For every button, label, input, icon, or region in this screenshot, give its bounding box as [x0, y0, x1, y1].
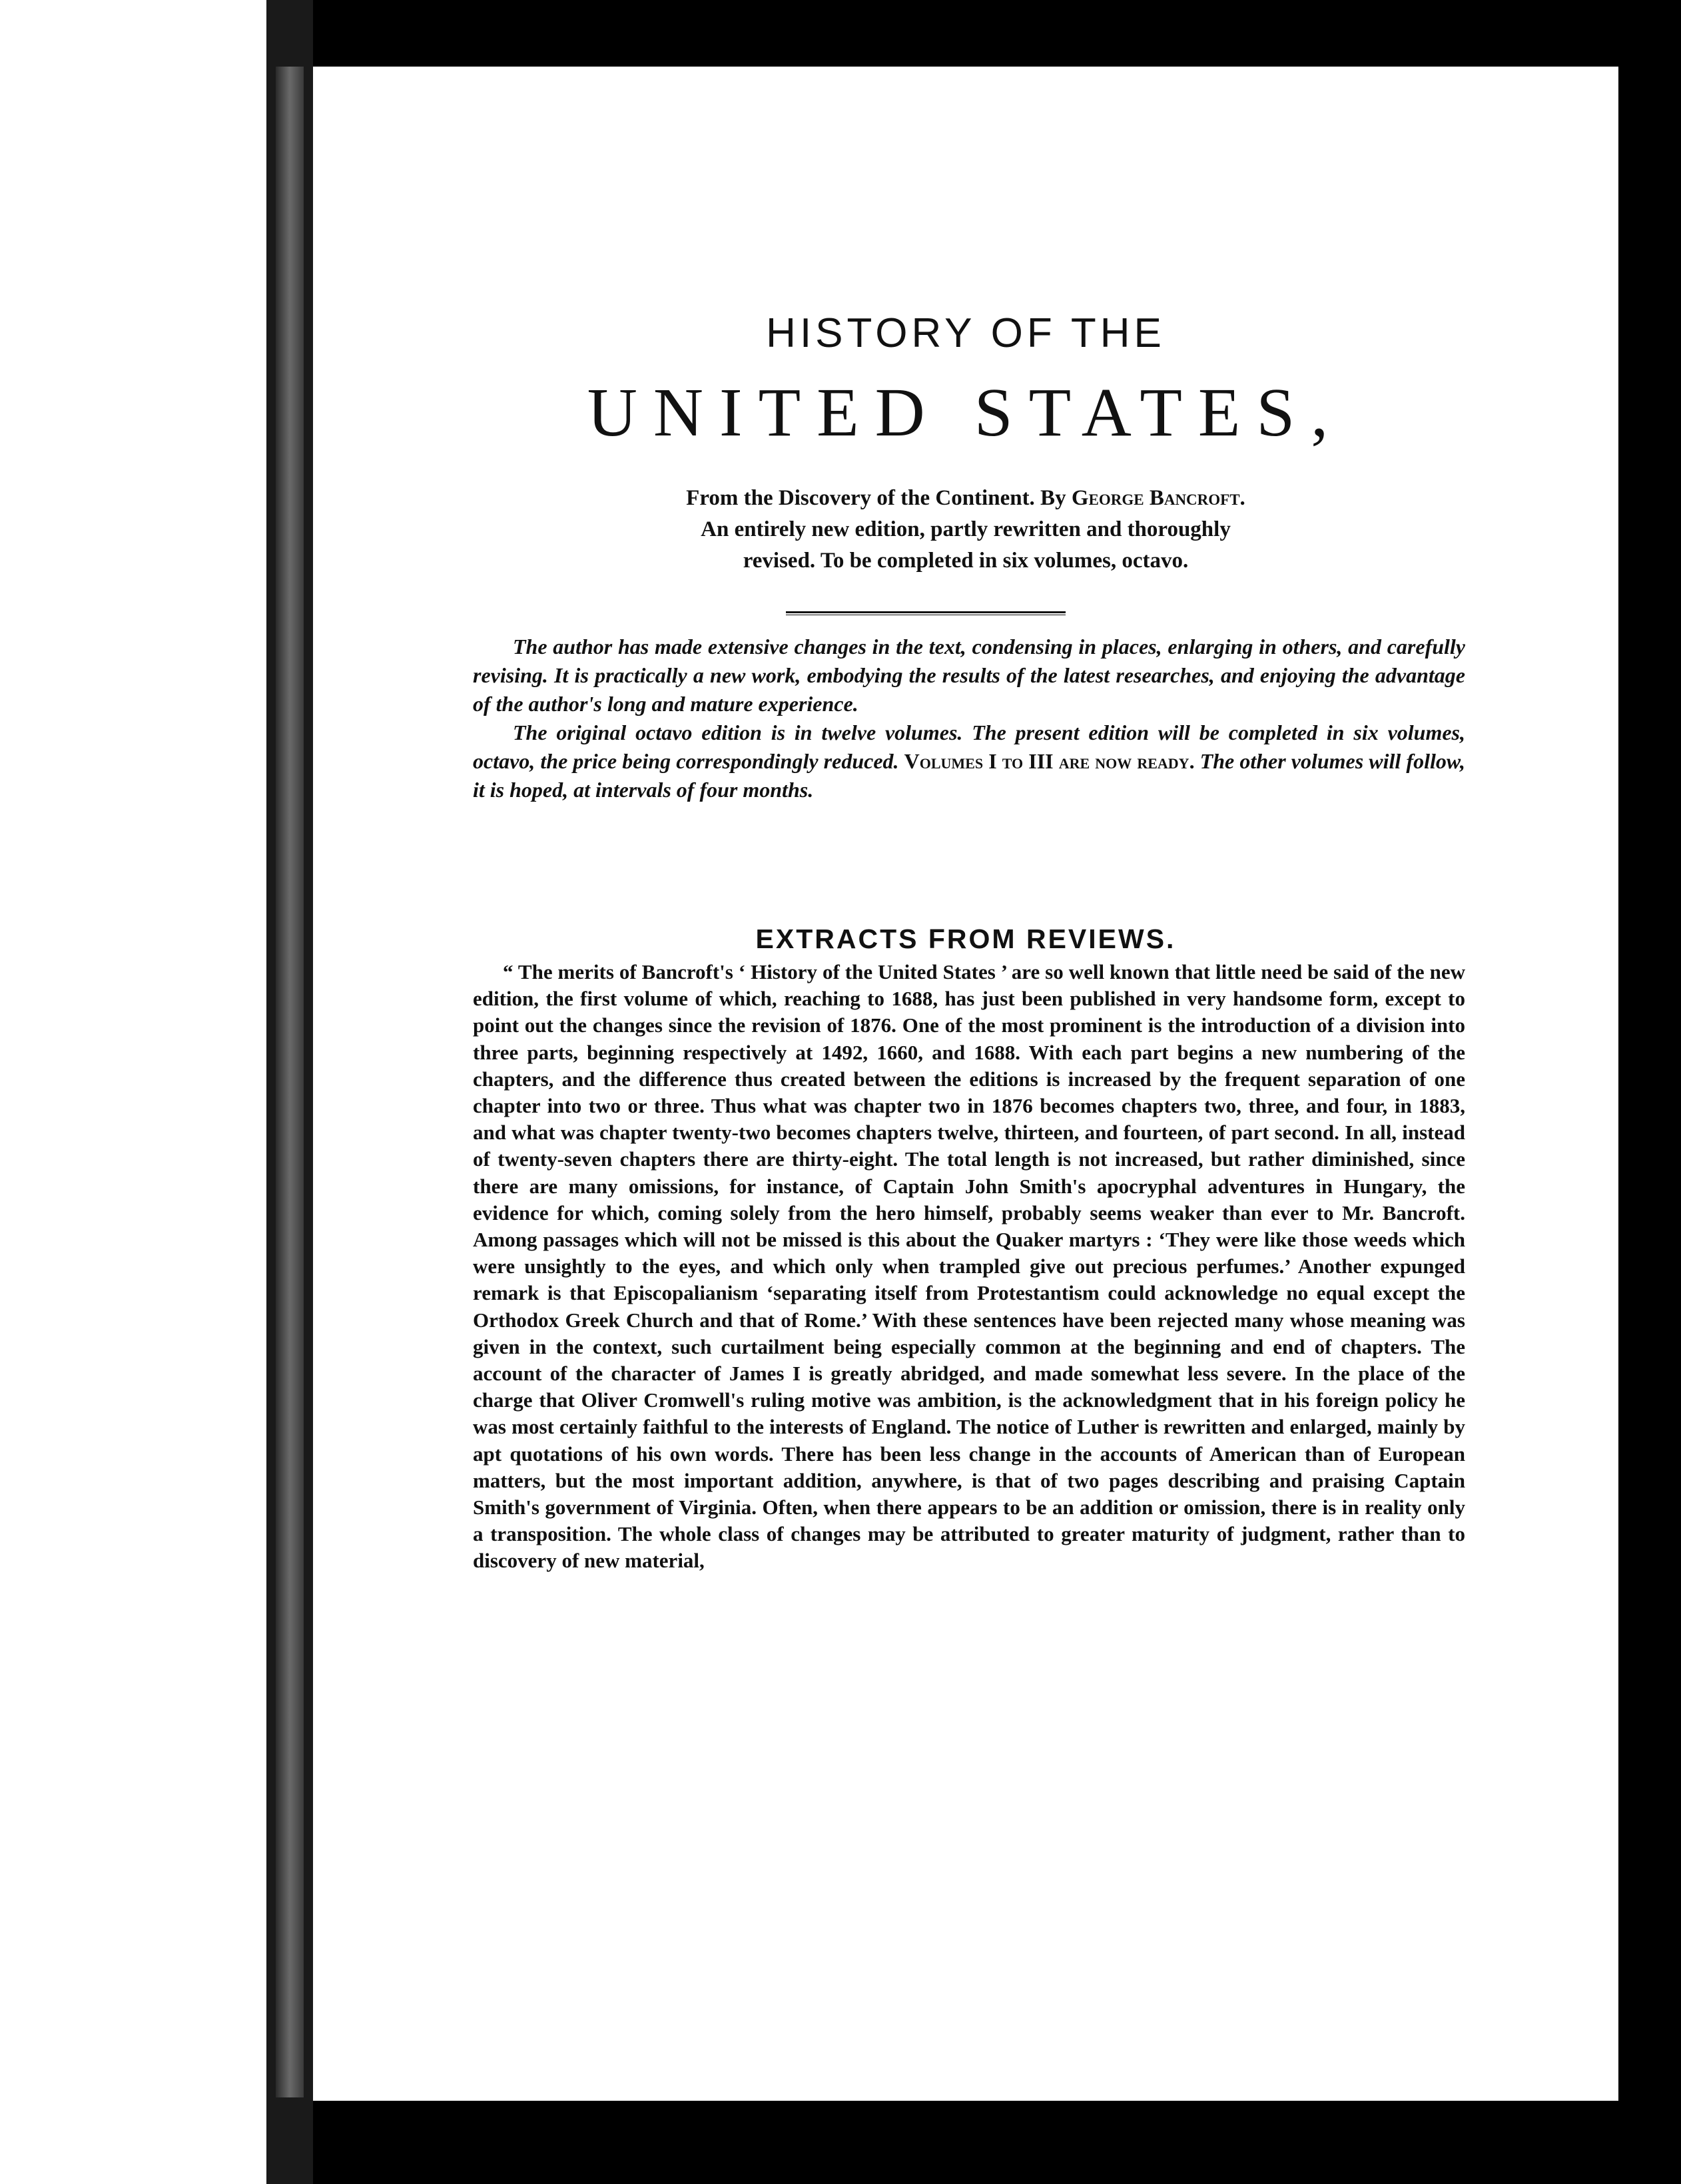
- author-name: George Bancroft.: [1071, 486, 1245, 510]
- edition-announcement: [473, 633, 1465, 804]
- title-main: UNITED STATES,: [587, 374, 1345, 451]
- subtitle-line-1-text: From the Discovery of the Continent. By: [686, 486, 1072, 510]
- facing-blank-page: [0, 0, 266, 2184]
- subtitle-line-2: An entirely new edition, partly rewritten and thoroughly: [701, 517, 1231, 541]
- subtitle: [313, 483, 1618, 577]
- announcement-para-2: [473, 718, 1465, 804]
- divider-rule: [786, 611, 1066, 615]
- subtitle-line-3: revised. To be completed in six volumes, octavo.: [743, 549, 1189, 573]
- title-top: HISTORY OF THE: [766, 310, 1166, 356]
- page-edge-shadow: [276, 67, 304, 2097]
- volumes-ready-notice: Volumes I to III are now ready.: [904, 749, 1195, 773]
- subtitle-line-1: [313, 483, 1618, 514]
- announcement-para-1: The author has made extensive changes in the text, condensing in places, enlarging in others, and carefully revising. It is practically a new work, embodying the results of the latest researches, and enjoying the advantage of the author's long and mature experience.: [473, 635, 1465, 716]
- printed-page: [313, 67, 1618, 2101]
- extracts-heading: EXTRACTS FROM REVIEWS.: [755, 924, 1176, 954]
- review-text: “ The merits of Bancroft's ‘ History of the United States ’ are so well known that little need be said of the new edition, the first volume of which, reaching to 1688, has just been published in very handsome form, except to point out the changes since the revision of 1876. One of the most prominent is the introduction of a division into three parts, beginning respectively at 1492, 1660, and 1688. With each part begins a new numbering of the chapters, and the difference thus created between the editions is increased by the frequent separation of one chapter into two or three. Thus what was chapter two in 1876 becomes chapters two, three, and four, in 1883, and what was chapter twenty-two becomes chapters twelve, thirteen, and fourteen, of part second. In all, instead of twenty-seven chapters there are thirty-eight. The total length is not increased, but rather diminished, since there are many omissions, for instance, of Captain John Smith's apocryphal adventures in Hungary, the evidence for which, coming solely from the hero himself, probably seems weaker than ever to Mr. Bancroft. Among passages which will not be missed is this about the Quaker martyrs : ‘They were like those weeds which were unsightly to the eyes, and which only when trampled give out precious perfumes.’ Another expunged remark is that Episcopalianism ‘separating itself from Protestantism could acknowledge no equal except the Orthodox Greek Church and that of Rome.’ With these sentences have been rejected many whose meaning was given in the context, such curtailment being especially common at the beginning and end of chapters. The account of the character of James I is greatly abridged, and made somewhat less severe. In the place of the charge that Oliver Cromwell's ruling motive was ambition, is the acknowledgment that in his foreign policy he was most certainly faithful to the interests of England. The notice of Luther is rewritten and enlarged, mainly by apt quotations of his own words. There has been less change in the accounts of American than of European matters, but the most important addition, anywhere, is that of two pages describing and praising Captain Smith's government of Virginia. Often, when there appears to be an addition or omission, there is in reality only a transposition. The whole class of changes may be attributed to greater maturity of judgment, rather than to discovery of new material,: [473, 960, 1465, 1573]
- announcement-para-2-post: The other volumes will follow, it is hoped, at intervals of four months.: [473, 749, 1466, 802]
- review-extract: [473, 959, 1465, 1575]
- announcement-para-2-pre: The original octavo edition is in twelve volumes. The present edition will be completed in six volumes, octavo, the price being correspondingly reduced.: [473, 720, 1465, 773]
